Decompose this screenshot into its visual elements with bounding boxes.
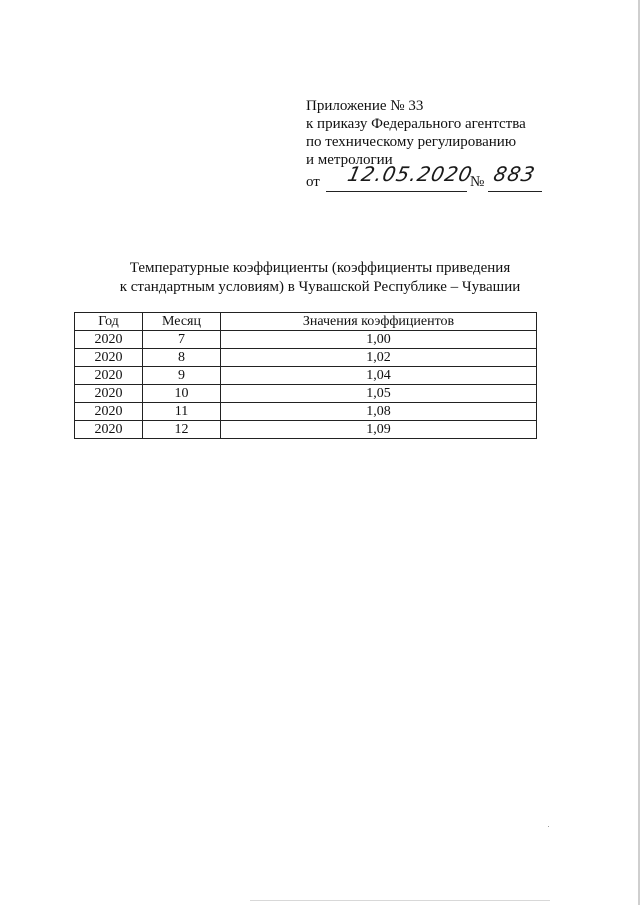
title-line-2: к стандартным условиям) в Чувашской Республике – Чувашии xyxy=(119,279,521,295)
appendix-number: Приложение № 33 xyxy=(306,98,424,114)
cell-month: 12 xyxy=(143,421,221,439)
number-label: № xyxy=(470,174,485,190)
order-date-number-line xyxy=(306,162,538,193)
number-underline xyxy=(488,191,542,192)
coefficients-table xyxy=(74,312,537,439)
cell-coefficient: 1,00 xyxy=(221,331,537,349)
cell-year: 2020 xyxy=(75,403,143,421)
cell-month: 7 xyxy=(143,331,221,349)
header-coefficient-values: Значения коэффициентов xyxy=(221,313,537,331)
cell-month: 10 xyxy=(143,385,221,403)
cell-coefficient: 1,08 xyxy=(221,403,537,421)
table-row xyxy=(75,403,537,421)
cell-year: 2020 xyxy=(75,331,143,349)
cell-month: 9 xyxy=(143,367,221,385)
table-row xyxy=(75,421,537,439)
cell-year: 2020 xyxy=(75,421,143,439)
cell-coefficient: 1,05 xyxy=(221,385,537,403)
header-year: Год xyxy=(75,313,143,331)
header-month: Месяц xyxy=(143,313,221,331)
cell-coefficient: 1,04 xyxy=(221,367,537,385)
cell-year: 2020 xyxy=(75,349,143,367)
page-bottom-edge xyxy=(250,900,550,901)
cell-month: 11 xyxy=(143,403,221,421)
agency-name-line: по техническому регулированию xyxy=(306,134,517,150)
date-underline xyxy=(326,191,467,192)
order-reference-line: к приказу Федерального агентства xyxy=(306,116,526,132)
title-line-1: Температурные коэффициенты (коэффициенты приведения xyxy=(129,260,511,276)
cell-coefficient: 1,02 xyxy=(221,349,537,367)
document-title xyxy=(0,259,640,297)
handwritten-number: 883 xyxy=(491,162,538,186)
table-row xyxy=(75,349,537,367)
appendix-header xyxy=(306,97,538,193)
cell-coefficient: 1,09 xyxy=(221,421,537,439)
scan-speck xyxy=(548,826,549,827)
cell-year: 2020 xyxy=(75,385,143,403)
agency-name-line-2: и метрологии xyxy=(306,152,393,168)
cell-year: 2020 xyxy=(75,367,143,385)
table-row xyxy=(75,367,537,385)
table-row xyxy=(75,385,537,403)
cell-month: 8 xyxy=(143,349,221,367)
table-header-row xyxy=(75,313,537,331)
table-row xyxy=(75,331,537,349)
handwritten-date: 12.05.2020 xyxy=(345,162,476,186)
date-label: от xyxy=(306,174,320,190)
